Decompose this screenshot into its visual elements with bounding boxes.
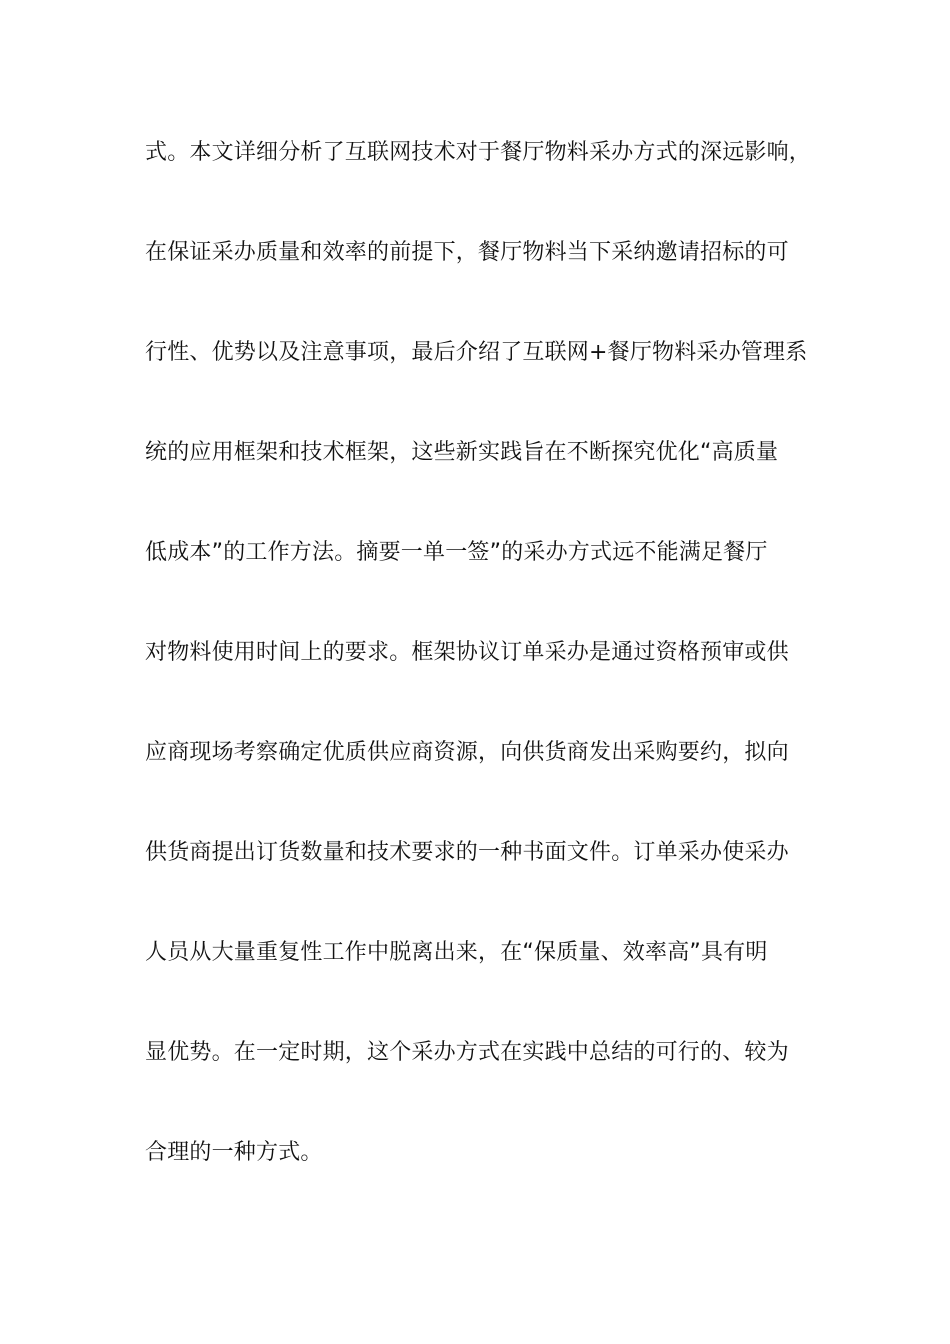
text-line: 显优势。在一定时期，这个采办方式在实践中总结的可行的、较为 [145,1040,789,1065]
text-line: 人员从大量重复性工作中脱离出来，在“保质量、效率高”具有明 [145,940,768,965]
text-line: 应商现场考察确定优质供应商资源，向供货商发出采购要约，拟向 [145,740,789,765]
text-line: 对物料使用时间上的要求。框架协议订单采办是通过资格预审或供 [145,640,789,665]
text-line: 在保证采办质量和效率的前提下，餐厅物料当下采纳邀请招标的可 [145,240,789,265]
text-line: 供货商提出订货数量和技术要求的一种书面文件。订单采办使采办 [145,840,789,865]
text-line: 低成本”的工作方法。摘要一单一签”的采办方式远不能满足餐厅 [145,540,768,565]
text-line: 合理的一种方式。 [145,1140,323,1165]
text-line: 行性、优势以及注意事项，最后介绍了互联网+餐厅物料采办管理系 [145,340,808,365]
body-text [145,132,825,1232]
text-line: 式。本文详细分析了互联网技术对于餐厅物料采办方式的深远影响， [145,140,812,165]
text-line: 统的应用框架和技术框架，这些新实践旨在不断探究优化“高质量 [145,440,779,465]
